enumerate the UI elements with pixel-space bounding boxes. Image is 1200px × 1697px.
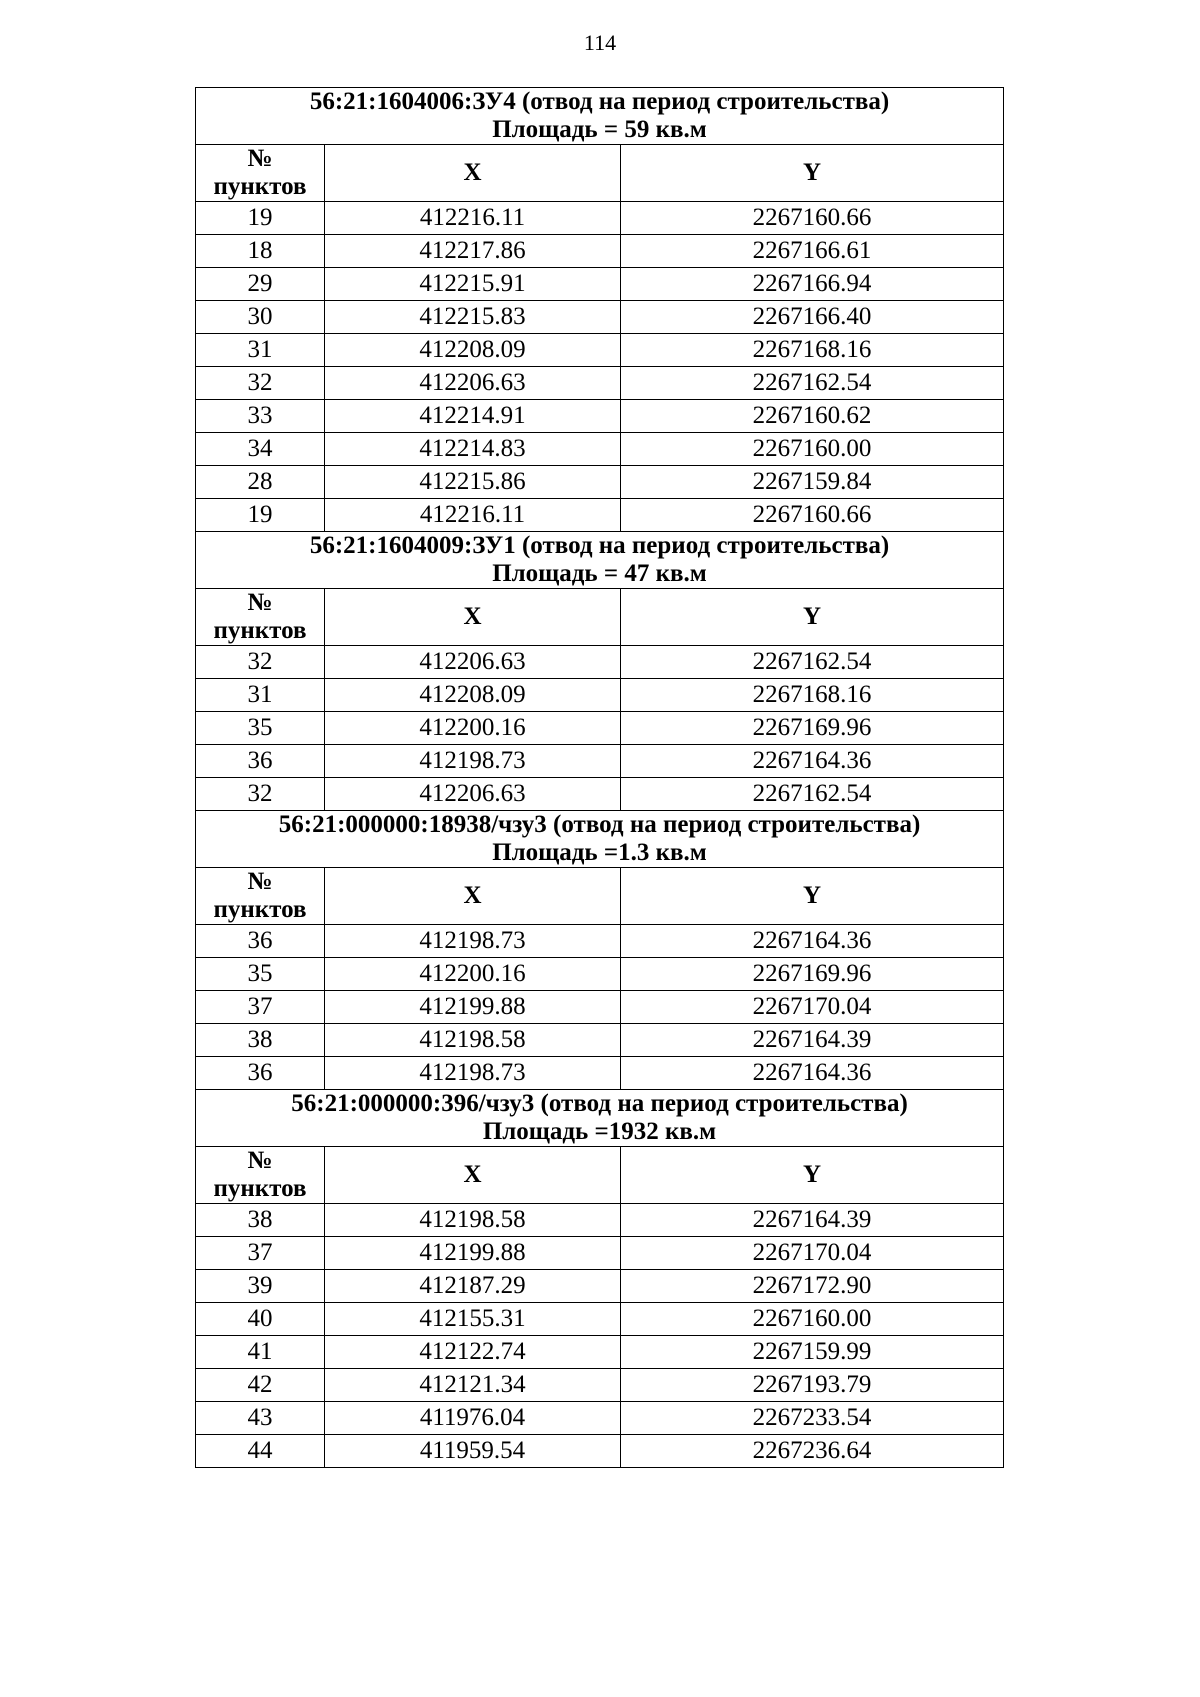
x-coordinate-cell: 412216.11 — [325, 202, 621, 235]
x-coordinate-cell: 411976.04 — [325, 1402, 621, 1435]
table-row — [196, 268, 1004, 301]
point-number-cell: 41 — [196, 1336, 325, 1369]
x-coordinate-cell: 412208.09 — [325, 334, 621, 367]
point-number-cell: 40 — [196, 1303, 325, 1336]
x-coordinate-cell: 412198.58 — [325, 1204, 621, 1237]
section-title-cell — [196, 532, 1004, 589]
header-x: X — [325, 1147, 621, 1204]
y-coordinate-cell: 2267233.54 — [621, 1402, 1004, 1435]
table-row — [196, 1303, 1004, 1336]
header-x: X — [325, 589, 621, 646]
table-row — [196, 400, 1004, 433]
table-row — [196, 712, 1004, 745]
header-point-number — [196, 589, 325, 646]
x-coordinate-cell: 412215.83 — [325, 301, 621, 334]
point-number-cell: 42 — [196, 1369, 325, 1402]
section-header-row — [196, 532, 1004, 589]
x-coordinate-cell: 412206.63 — [325, 367, 621, 400]
point-number-cell: 35 — [196, 958, 325, 991]
table-row — [196, 991, 1004, 1024]
table-row — [196, 433, 1004, 466]
point-number-cell: 28 — [196, 466, 325, 499]
x-coordinate-cell: 412200.16 — [325, 712, 621, 745]
y-coordinate-cell: 2267166.40 — [621, 301, 1004, 334]
section-title: 56:21:000000:396/чзу3 (отвод на период строительства) — [291, 1090, 908, 1117]
header-num-label: пунктов — [213, 1175, 307, 1202]
x-coordinate-cell: 412214.91 — [325, 400, 621, 433]
table-row — [196, 235, 1004, 268]
y-coordinate-cell: 2267172.90 — [621, 1270, 1004, 1303]
x-coordinate-cell: 412206.63 — [325, 646, 621, 679]
section-header-row — [196, 811, 1004, 868]
point-number-cell: 19 — [196, 202, 325, 235]
y-coordinate-cell: 2267166.61 — [621, 235, 1004, 268]
x-coordinate-cell: 412215.91 — [325, 268, 621, 301]
point-number-cell: 30 — [196, 301, 325, 334]
table-row — [196, 745, 1004, 778]
y-coordinate-cell: 2267160.66 — [621, 499, 1004, 532]
x-coordinate-cell: 412198.58 — [325, 1024, 621, 1057]
table-row — [196, 1024, 1004, 1057]
coordinates-table — [195, 87, 1004, 1468]
point-number-cell: 32 — [196, 367, 325, 400]
header-y: Y — [621, 145, 1004, 202]
point-number-cell: 32 — [196, 646, 325, 679]
section-area: Площадь = 47 кв.м — [492, 560, 707, 587]
point-number-cell: 38 — [196, 1024, 325, 1057]
y-coordinate-cell: 2267168.16 — [621, 679, 1004, 712]
section-area: Площадь =1932 кв.м — [482, 1118, 717, 1145]
y-coordinate-cell: 2267170.04 — [621, 1237, 1004, 1270]
point-number-cell: 31 — [196, 334, 325, 367]
section-title-cell — [196, 1090, 1004, 1147]
x-coordinate-cell: 411959.54 — [325, 1435, 621, 1468]
table-row — [196, 958, 1004, 991]
x-coordinate-cell: 412216.11 — [325, 499, 621, 532]
table-row — [196, 1237, 1004, 1270]
header-point-number — [196, 1147, 325, 1204]
y-coordinate-cell: 2267159.99 — [621, 1336, 1004, 1369]
x-coordinate-cell: 412200.16 — [325, 958, 621, 991]
header-num-sign: № — [247, 1147, 273, 1174]
x-coordinate-cell: 412199.88 — [325, 1237, 621, 1270]
header-y: Y — [621, 868, 1004, 925]
y-coordinate-cell: 2267164.36 — [621, 925, 1004, 958]
y-coordinate-cell: 2267169.96 — [621, 712, 1004, 745]
header-point-number — [196, 145, 325, 202]
x-coordinate-cell: 412155.31 — [325, 1303, 621, 1336]
section-title: 56:21:1604006:ЗУ4 (отвод на период строительства) — [309, 88, 890, 115]
y-coordinate-cell: 2267166.94 — [621, 268, 1004, 301]
table-row — [196, 925, 1004, 958]
section-area: Площадь = 59 кв.м — [492, 116, 707, 143]
table-row — [196, 499, 1004, 532]
x-coordinate-cell: 412121.34 — [325, 1369, 621, 1402]
point-number-cell: 19 — [196, 499, 325, 532]
header-num-sign: № — [247, 868, 273, 895]
table-row — [196, 202, 1004, 235]
x-coordinate-cell: 412199.88 — [325, 991, 621, 1024]
x-coordinate-cell: 412122.74 — [325, 1336, 621, 1369]
point-number-cell: 36 — [196, 1057, 325, 1090]
point-number-cell: 36 — [196, 925, 325, 958]
point-number-cell: 36 — [196, 745, 325, 778]
x-coordinate-cell: 412198.73 — [325, 1057, 621, 1090]
table-row — [196, 1270, 1004, 1303]
header-num-label: пунктов — [213, 617, 307, 644]
y-coordinate-cell: 2267170.04 — [621, 991, 1004, 1024]
x-coordinate-cell: 412187.29 — [325, 1270, 621, 1303]
header-num-label: пунктов — [213, 173, 307, 200]
y-coordinate-cell: 2267160.66 — [621, 202, 1004, 235]
section-title-cell — [196, 88, 1004, 145]
header-num-sign: № — [247, 145, 273, 172]
x-coordinate-cell: 412208.09 — [325, 679, 621, 712]
y-coordinate-cell: 2267160.00 — [621, 433, 1004, 466]
y-coordinate-cell: 2267193.79 — [621, 1369, 1004, 1402]
table-row — [196, 367, 1004, 400]
x-coordinate-cell: 412206.63 — [325, 778, 621, 811]
table-row — [196, 1057, 1004, 1090]
x-coordinate-cell: 412214.83 — [325, 433, 621, 466]
table-row — [196, 334, 1004, 367]
point-number-cell: 37 — [196, 991, 325, 1024]
y-coordinate-cell: 2267164.36 — [621, 1057, 1004, 1090]
y-coordinate-cell: 2267236.64 — [621, 1435, 1004, 1468]
x-coordinate-cell: 412198.73 — [325, 925, 621, 958]
point-number-cell: 38 — [196, 1204, 325, 1237]
section-title: 56:21:1604009:ЗУ1 (отвод на период строительства) — [309, 532, 890, 559]
point-number-cell: 31 — [196, 679, 325, 712]
y-coordinate-cell: 2267164.39 — [621, 1204, 1004, 1237]
table-row — [196, 466, 1004, 499]
point-number-cell: 18 — [196, 235, 325, 268]
table-row — [196, 301, 1004, 334]
column-header-row — [196, 868, 1004, 925]
header-y: Y — [621, 589, 1004, 646]
header-y: Y — [621, 1147, 1004, 1204]
section-header-row — [196, 1090, 1004, 1147]
x-coordinate-cell: 412217.86 — [325, 235, 621, 268]
point-number-cell: 35 — [196, 712, 325, 745]
y-coordinate-cell: 2267160.62 — [621, 400, 1004, 433]
table-row — [196, 1336, 1004, 1369]
section-header-row — [196, 88, 1004, 145]
header-point-number — [196, 868, 325, 925]
point-number-cell: 44 — [196, 1435, 325, 1468]
point-number-cell: 34 — [196, 433, 325, 466]
y-coordinate-cell: 2267168.16 — [621, 334, 1004, 367]
point-number-cell: 33 — [196, 400, 325, 433]
x-coordinate-cell: 412215.86 — [325, 466, 621, 499]
table-row — [196, 1204, 1004, 1237]
y-coordinate-cell: 2267164.39 — [621, 1024, 1004, 1057]
column-header-row — [196, 589, 1004, 646]
column-header-row — [196, 145, 1004, 202]
y-coordinate-cell: 2267159.84 — [621, 466, 1004, 499]
section-area: Площадь =1.3 кв.м — [492, 839, 707, 866]
point-number-cell: 39 — [196, 1270, 325, 1303]
header-num-sign: № — [247, 589, 273, 616]
x-coordinate-cell: 412198.73 — [325, 745, 621, 778]
table-row — [196, 1369, 1004, 1402]
table-row — [196, 1435, 1004, 1468]
column-header-row — [196, 1147, 1004, 1204]
y-coordinate-cell: 2267162.54 — [621, 367, 1004, 400]
y-coordinate-cell: 2267162.54 — [621, 778, 1004, 811]
y-coordinate-cell: 2267164.36 — [621, 745, 1004, 778]
point-number-cell: 37 — [196, 1237, 325, 1270]
point-number-cell: 32 — [196, 778, 325, 811]
table-row — [196, 1402, 1004, 1435]
point-number-cell: 43 — [196, 1402, 325, 1435]
page-number: 114 — [583, 30, 617, 55]
y-coordinate-cell: 2267160.00 — [621, 1303, 1004, 1336]
point-number-cell: 29 — [196, 268, 325, 301]
table-row — [196, 679, 1004, 712]
section-title-cell — [196, 811, 1004, 868]
table-row — [196, 646, 1004, 679]
table-row — [196, 778, 1004, 811]
y-coordinate-cell: 2267169.96 — [621, 958, 1004, 991]
y-coordinate-cell: 2267162.54 — [621, 646, 1004, 679]
section-title: 56:21:000000:18938/чзу3 (отвод на период строительства) — [278, 811, 921, 838]
header-num-label: пунктов — [213, 896, 307, 923]
header-x: X — [325, 145, 621, 202]
header-x: X — [325, 868, 621, 925]
